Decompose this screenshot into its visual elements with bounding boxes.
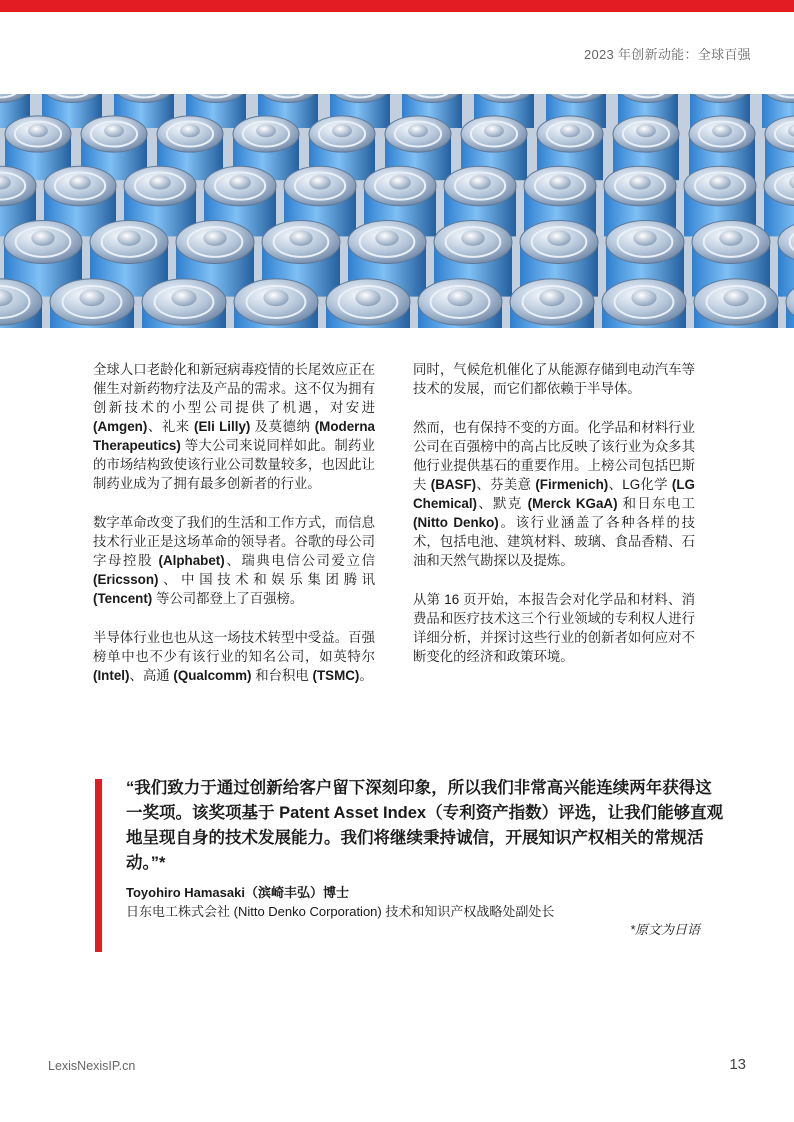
- top-accent-bar: [0, 0, 794, 12]
- hero-image-battery-cells: [0, 94, 794, 328]
- paragraph-semiconductor: 半导体行业也也从这一场技术转型中受益。百强榜单中也不少有该行业的知名公司，如英特尔 (Intel)、高通 (Qualcomm) 和台积电 (TSMC)。: [93, 630, 375, 683]
- battery-cell: [510, 279, 594, 328]
- left-text-column: [93, 360, 375, 705]
- right-text-column: [413, 360, 695, 686]
- paragraph-report-outline: 从第 16 页开始，本报告会对化学品和材料、消费品和医疗技术这三个行业领域的专利权人进行详细分析，并探讨这些行业的创新者如何应对不断变化的经济和政策环境。: [413, 592, 695, 664]
- paragraph-it: 数字革命改变了我们的生活和工作方式，而信息技术行业正是这场革命的领导者。谷歌的母公司字母控股 (Alphabet)、瑞典电信公司爱立信 (Ericsson)、中国技术和娱乐集团腾讯 (Tencent) 等公司都登上了百强榜。: [93, 515, 375, 606]
- footer-website: LexisNexisIP.cn: [48, 1059, 136, 1073]
- battery-cell: [764, 166, 794, 236]
- battery-cell: [142, 279, 226, 328]
- paragraph-pharma: 全球人口老龄化和新冠病毒疫情的长尾效应正在催生对新药物疗法及产品的需求。这不仅为拥有创新技术的小型公司提供了机遇，对安进 (Amgen)、礼来 (Eli Lilly) 及莫德纳 (Moderna Therapeutics) 等大公司来说同样如此。制药业的市场结构致使该行业公司数量较多，也因此让制药业成为了拥有最多创新者的行业。: [93, 362, 375, 491]
- pull-quote: “我们致力于通过创新给客户留下深刻印象，所以我们非常高兴能连续两年获得这一奖项。该奖项基于 Patent Asset Index（专利资产指数）评选，让我们能够直观地呈现自身的技术发展能力。我们将继续秉持诚信，开展知识产权相关的常规活动。”*: [126, 779, 724, 872]
- battery-cell: [234, 279, 318, 328]
- paragraph-chemicals: 然而，也有保持不变的方面。化学品和材料行业公司在百强榜中的高占比反映了该行业为众多其他行业提供基石的重要作用。上榜公司包括巴斯夫 (BASF)、芬美意 (Firmenich)、LG化学 (LG Chemical)、默克 (Merck KGaA) 和日东电工 (Nitto Denko)。该行业涵盖了各种各样的技术，包括电池、建筑材料、玻璃、食品香精、石油和天然气勘探以及提炼。: [413, 420, 695, 568]
- battery-cell: [50, 279, 134, 328]
- quote-accent-bar: [95, 779, 102, 952]
- battery-cells-illustration: [0, 94, 794, 328]
- quote-author-role: 日东电工株式会社 (Nitto Denko Corporation) 技术和知识产权战略处副处长: [126, 904, 555, 919]
- battery-cell: [326, 279, 410, 328]
- battery-cell: [694, 279, 778, 328]
- paragraph-climate: 同时，气候危机催化了从能源存储到电动汽车等技术的发展，而它们都依赖于半导体。: [413, 362, 695, 396]
- page-number: 13: [729, 1056, 746, 1073]
- battery-cell: [418, 279, 502, 328]
- battery-cell: [602, 279, 686, 328]
- quote-author: Toyohiro Hamasaki（滨崎丰弘）博士: [126, 885, 349, 900]
- running-header: 2023 年创新动能：全球百强: [583, 47, 751, 62]
- quote-footnote: *原文为日语: [629, 922, 700, 937]
